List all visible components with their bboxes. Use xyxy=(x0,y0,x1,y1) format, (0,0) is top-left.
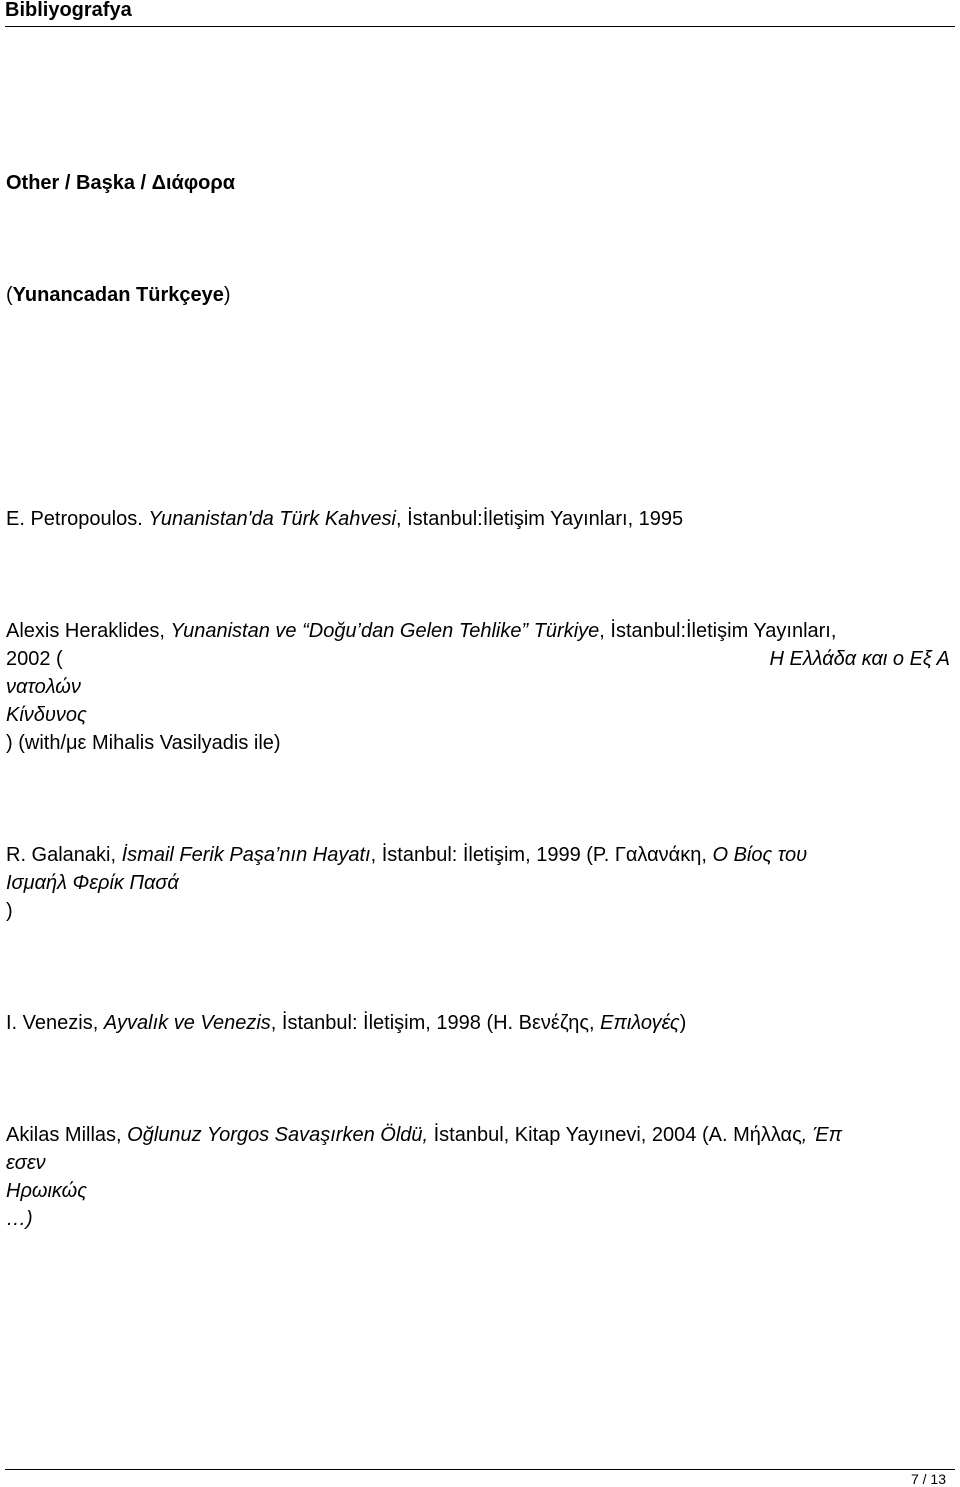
entry-greek-title-cont xyxy=(6,871,179,895)
section-title: Other / Başka / Διάφορα xyxy=(6,172,236,194)
entry-greek-title-cont xyxy=(6,703,87,727)
greek-title-part: Κίνδυνος xyxy=(6,704,87,726)
entry-close: ) xyxy=(679,1012,687,1034)
bib-entry-galanaki xyxy=(6,843,807,867)
entry-title: İsmail Ferik Paşa’nın Hayatı xyxy=(121,844,371,866)
entry-year: 2002 ( xyxy=(6,648,63,670)
entry-close: ) xyxy=(6,900,13,922)
entry-details: İstanbul, Kitap Yayınevi, 2004 (Α. Μήλλας xyxy=(428,1124,802,1146)
footer-divider xyxy=(5,1469,955,1470)
entry-details: , İstanbul:İletişim Yayınları, 1995 xyxy=(395,508,684,530)
bib-entry-petropoulos xyxy=(6,507,683,531)
entry-title: Ayvalık ve Venezis xyxy=(103,1012,271,1034)
greek-title-part: νατολών xyxy=(6,676,81,698)
greek-title-part: Ο Βίος του xyxy=(712,844,808,866)
entry-title: Yunanistan ve “Doğu’dan Gelen Tehlike” Türkiye xyxy=(170,620,600,642)
section-subtitle xyxy=(6,283,231,307)
header-title: Bibliyografya xyxy=(5,0,132,21)
entry-title: Yunanistan'da Türk Kahvesi xyxy=(148,508,396,530)
entry-close xyxy=(6,1207,33,1231)
page-number: 7 / 13 xyxy=(910,1471,946,1487)
subtitle-text: Yunancadan Türkçeye xyxy=(12,284,224,306)
bib-entry-venezis xyxy=(6,1011,686,1035)
entry-details: , İstanbul:İletişim Yayınları, xyxy=(599,620,837,642)
entry-author: R. Galanaki, xyxy=(6,844,122,866)
entry-greek-title-cont xyxy=(6,1179,87,1203)
entry-greek-title xyxy=(770,647,951,671)
greek-title-part: , Έπ xyxy=(801,1124,843,1146)
greek-title-part: Η Ελλάδα και ο Εξ Α xyxy=(769,648,950,670)
subtitle-close: ) xyxy=(223,284,231,306)
bib-entry-millas xyxy=(6,1123,842,1147)
entry-author: I. Venezis, xyxy=(6,1012,104,1034)
entry-author: Alexis Heraklides, xyxy=(6,620,171,642)
entry-greek-title-cont xyxy=(6,1151,46,1175)
greek-title-part: Ηρωικώς xyxy=(6,1180,87,1202)
entry-details: , İstanbul: İletişim, 1998 (Η. Βενέζης, xyxy=(270,1012,601,1034)
header-divider xyxy=(5,26,955,27)
entry-details: , İstanbul: İletişim, 1999 (Ρ. Γαλανάκη, xyxy=(370,844,713,866)
subtitle-open: ( xyxy=(6,284,13,306)
entry-title: Oğlunuz Yorgos Savaşırken Öldü, xyxy=(127,1124,429,1146)
entry-author: Akilas Millas, xyxy=(6,1124,128,1146)
entry-close-text: …) xyxy=(6,1208,33,1230)
greek-title-part: Επιλογές xyxy=(600,1012,680,1034)
entry-coauthor: ) (with/με Mihalis Vasilyadis ile) xyxy=(6,732,281,754)
entry-author: E. Petropoulos. xyxy=(6,508,149,530)
bib-entry-heraklides xyxy=(6,619,836,643)
entry-greek-title-cont xyxy=(6,675,81,699)
greek-title-part: εσεν xyxy=(6,1152,46,1174)
greek-title-part: Ισμαήλ Φερίκ Πασά xyxy=(6,872,179,894)
